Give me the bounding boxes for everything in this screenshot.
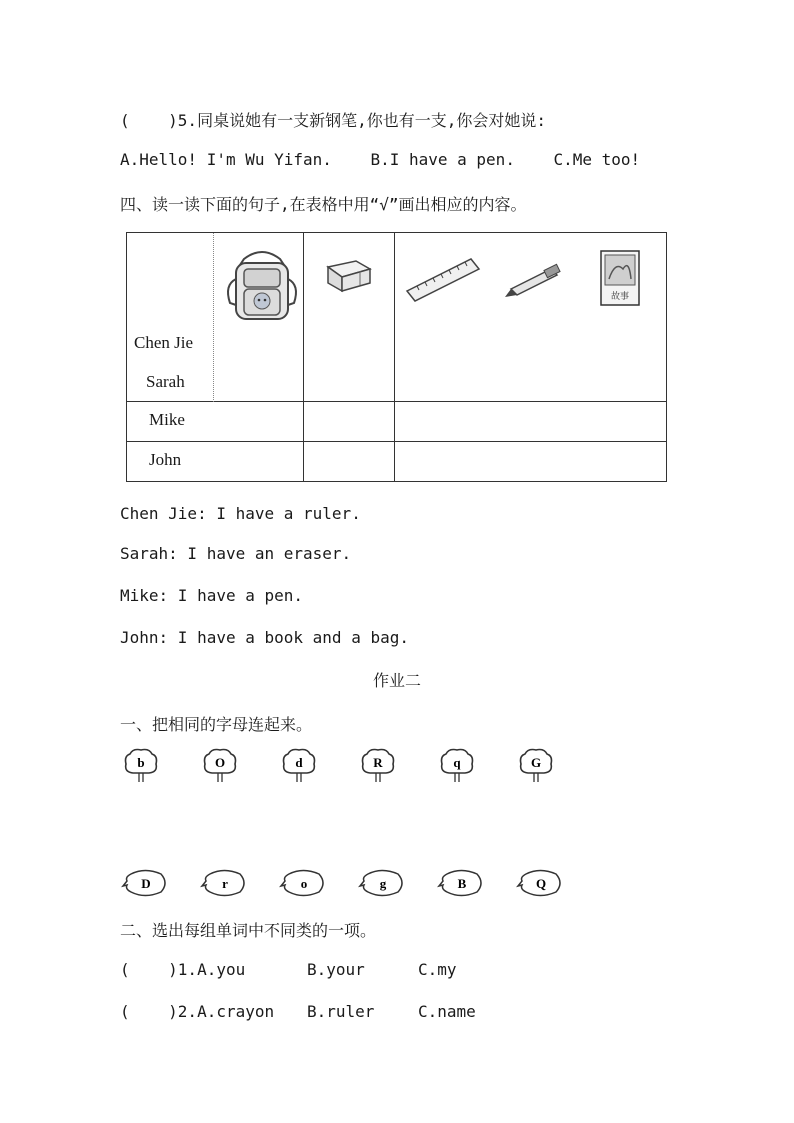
q2-option-c: C.name xyxy=(418,1002,476,1021)
sentence-1: Chen Jie: I have a ruler. xyxy=(120,504,361,523)
balloon-letter-text: O xyxy=(214,755,226,770)
oval-letter-5 xyxy=(516,868,564,898)
bag-icon xyxy=(222,245,302,325)
name-sarah: Sarah xyxy=(146,372,185,391)
oval-letter-2 xyxy=(279,868,327,898)
oval-letter-text: g xyxy=(379,876,387,891)
part-1-title: 一、把相同的字母连起来。 xyxy=(120,715,313,734)
q1-number: ( )1.A.you xyxy=(120,960,246,979)
names-cell xyxy=(127,233,304,402)
oval-letter-text: Q xyxy=(535,876,547,891)
q1-option-c: C.my xyxy=(418,960,457,979)
oval-letter-4 xyxy=(437,868,485,898)
q2-option-b: B.ruler xyxy=(307,1002,375,1021)
oval-letter-text: o xyxy=(300,876,308,891)
oval-letter-0 xyxy=(121,868,169,898)
oval-letter-1 xyxy=(200,868,248,898)
balloon-letter-text: b xyxy=(137,755,145,770)
oval-letter-3 xyxy=(358,868,406,898)
check-table xyxy=(126,232,667,481)
name-chen-jie: Chen Jie xyxy=(134,333,194,352)
oval-letter-text: r xyxy=(222,876,228,891)
q1-option-b: B.your xyxy=(307,960,365,979)
section-4-title: 四、读一读下面的句子,在表格中用“√”画出相应的内容。 xyxy=(120,195,527,214)
name-john: John xyxy=(149,450,182,469)
ruler-icon xyxy=(403,253,483,305)
question-5: ( )5.同桌说她有一支新钢笔,你也有一支,你会对她说: xyxy=(120,111,546,130)
oval-letter-text: B xyxy=(457,876,467,891)
sentence-3: Mike: I have a pen. xyxy=(120,586,304,605)
balloon-letter-2 xyxy=(279,746,319,786)
part-2-title: 二、选出每组单词中不同类的一项。 xyxy=(120,921,377,940)
balloon-letter-0 xyxy=(121,746,161,786)
oval-letter-text: D xyxy=(141,876,151,891)
balloon-letter-4 xyxy=(437,746,477,786)
balloon-letter-text: q xyxy=(453,755,461,770)
q2-number: ( )2.A.crayon xyxy=(120,1002,275,1021)
sentence-4: John: I have a book and a bag. xyxy=(120,628,409,647)
name-cell-john xyxy=(127,442,304,482)
balloon-letter-3 xyxy=(358,746,398,786)
pen-icon xyxy=(503,259,567,299)
name-cell-mike xyxy=(127,402,304,442)
eraser-cell xyxy=(304,233,395,402)
items-cell xyxy=(395,233,667,402)
book-label: 故事 xyxy=(610,292,630,302)
question-5-options: A.Hello! I'm Wu Yifan. B.I have a pen. C.Me too! xyxy=(120,150,641,169)
balloon-letter-text: G xyxy=(530,755,542,770)
balloon-letter-text: d xyxy=(295,755,303,770)
balloon-letter-text: R xyxy=(373,755,383,770)
name-mike: Mike xyxy=(149,410,185,429)
eraser-icon xyxy=(322,255,376,295)
book-icon xyxy=(597,247,645,309)
homework-title: 作业二 xyxy=(372,671,421,690)
balloon-letter-1 xyxy=(200,746,240,786)
sentence-2: Sarah: I have an eraser. xyxy=(120,544,352,563)
balloon-letter-5 xyxy=(516,746,556,786)
